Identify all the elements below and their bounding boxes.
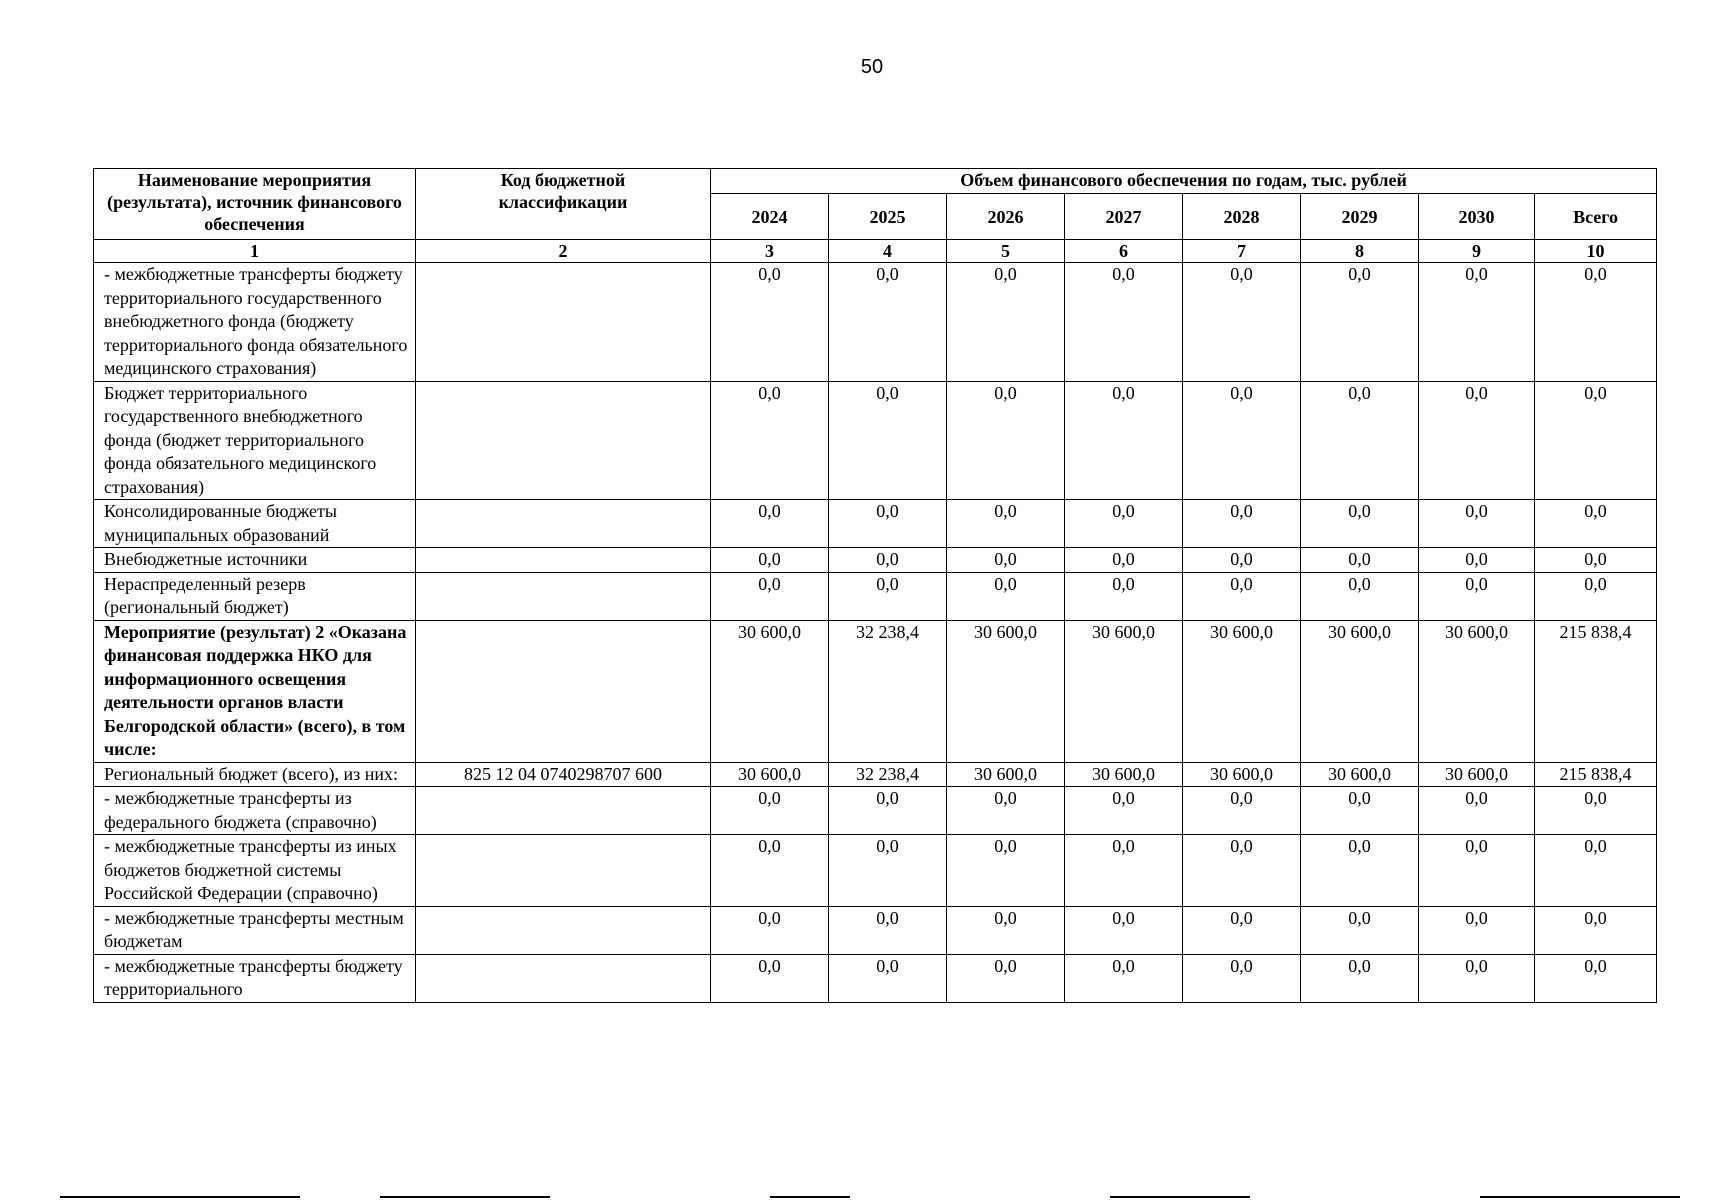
- row-value: 0,0: [1301, 381, 1419, 500]
- row-value: 0,0: [947, 381, 1065, 500]
- row-total: 0,0: [1535, 548, 1657, 573]
- financial-table: [93, 168, 1657, 1003]
- table-body: [94, 240, 1657, 1003]
- row-value: 0,0: [829, 787, 947, 835]
- column-number: 8: [1301, 240, 1419, 263]
- column-number: 7: [1183, 240, 1301, 263]
- header-year: 2025: [829, 194, 947, 240]
- table-row: [94, 500, 1657, 548]
- row-value: 0,0: [829, 572, 947, 620]
- table-row: [94, 954, 1657, 1002]
- row-value: 30 600,0: [711, 620, 829, 762]
- row-code: [416, 572, 711, 620]
- column-number-row: [94, 240, 1657, 263]
- row-code: 825 12 04 0740298707 600: [416, 762, 711, 787]
- row-name: - межбюджетные трансферты из федерального бюджета (справочно): [94, 787, 416, 835]
- column-number: 6: [1065, 240, 1183, 263]
- row-value: 0,0: [947, 500, 1065, 548]
- table-row: [94, 762, 1657, 787]
- row-value: 30 600,0: [947, 762, 1065, 787]
- row-value: 0,0: [1065, 787, 1183, 835]
- row-total: 0,0: [1535, 500, 1657, 548]
- row-value: 0,0: [1065, 835, 1183, 907]
- row-value: 0,0: [1301, 548, 1419, 573]
- row-total: 215 838,4: [1535, 762, 1657, 787]
- row-name: Внебюджетные источники: [94, 548, 416, 573]
- row-value: 0,0: [1301, 500, 1419, 548]
- row-code: [416, 835, 711, 907]
- bottom-rule: [770, 1196, 850, 1198]
- header-year: 2026: [947, 194, 1065, 240]
- row-value: 0,0: [829, 954, 947, 1002]
- row-value: 0,0: [711, 381, 829, 500]
- row-code: [416, 954, 711, 1002]
- row-value: 0,0: [711, 835, 829, 907]
- row-code: [416, 500, 711, 548]
- row-value: 0,0: [947, 548, 1065, 573]
- column-number: 5: [947, 240, 1065, 263]
- row-name: Нераспределенный резерв (региональный бюджет): [94, 572, 416, 620]
- row-value: 0,0: [1183, 835, 1301, 907]
- row-value: 30 600,0: [1065, 762, 1183, 787]
- row-value: 0,0: [1301, 787, 1419, 835]
- column-number: 2: [416, 240, 711, 263]
- row-value: 0,0: [1419, 572, 1535, 620]
- column-number: 10: [1535, 240, 1657, 263]
- row-value: 30 600,0: [711, 762, 829, 787]
- row-value: 0,0: [1183, 787, 1301, 835]
- bottom-rule: [1480, 1196, 1680, 1198]
- row-value: 0,0: [1419, 263, 1535, 382]
- row-value: 0,0: [1301, 835, 1419, 907]
- row-value: 30 600,0: [1301, 762, 1419, 787]
- row-value: 0,0: [711, 787, 829, 835]
- table-row: [94, 906, 1657, 954]
- header-year: 2030: [1419, 194, 1535, 240]
- row-value: 0,0: [711, 548, 829, 573]
- row-value: 0,0: [947, 835, 1065, 907]
- row-value: 30 600,0: [947, 620, 1065, 762]
- table-row: [94, 620, 1657, 762]
- row-code: [416, 263, 711, 382]
- row-value: 0,0: [829, 835, 947, 907]
- row-name: Региональный бюджет (всего), из них:: [94, 762, 416, 787]
- row-total: 0,0: [1535, 787, 1657, 835]
- row-total: 0,0: [1535, 381, 1657, 500]
- row-value: 0,0: [947, 572, 1065, 620]
- table-row: [94, 835, 1657, 907]
- row-total: 0,0: [1535, 835, 1657, 907]
- row-value: 0,0: [1065, 381, 1183, 500]
- row-value: 0,0: [711, 572, 829, 620]
- row-value: 32 238,4: [829, 620, 947, 762]
- row-value: 0,0: [1183, 572, 1301, 620]
- row-value: 0,0: [947, 787, 1065, 835]
- row-total: 0,0: [1535, 954, 1657, 1002]
- row-name: - межбюджетные трансферты бюджету территориального государственного внебюджетного фонда (бюджету территориального фонда обязательного медицинского страхования): [94, 263, 416, 382]
- row-value: 0,0: [1419, 381, 1535, 500]
- row-code: [416, 381, 711, 500]
- row-value: 0,0: [1183, 381, 1301, 500]
- column-number: 3: [711, 240, 829, 263]
- row-value: 0,0: [1065, 263, 1183, 382]
- row-name: - межбюджетные трансферты бюджету территориального: [94, 954, 416, 1002]
- row-value: 30 600,0: [1301, 620, 1419, 762]
- row-value: 0,0: [1301, 906, 1419, 954]
- header-name: Наименование мероприятия (результата), источник финансового обеспечения: [94, 169, 416, 240]
- header-year: 2027: [1065, 194, 1183, 240]
- table-row: [94, 548, 1657, 573]
- row-value: 0,0: [1183, 548, 1301, 573]
- bottom-rule: [60, 1196, 300, 1198]
- row-total: 0,0: [1535, 572, 1657, 620]
- header-volume: Объем финансового обеспечения по годам, тыс. рублей: [711, 169, 1657, 194]
- row-value: 30 600,0: [1419, 620, 1535, 762]
- header-code: Код бюджетной классификации: [416, 169, 711, 240]
- row-name: - межбюджетные трансферты из иных бюджетов бюджетной системы Российской Федерации (справочно): [94, 835, 416, 907]
- row-value: 0,0: [711, 906, 829, 954]
- bottom-rule: [1110, 1196, 1250, 1198]
- row-total: 0,0: [1535, 263, 1657, 382]
- row-value: 30 600,0: [1183, 620, 1301, 762]
- row-total: 215 838,4: [1535, 620, 1657, 762]
- row-code: [416, 787, 711, 835]
- page-number: 50: [860, 56, 884, 78]
- row-value: 0,0: [829, 263, 947, 382]
- header-year: 2029: [1301, 194, 1419, 240]
- row-name: Бюджет территориального государственного внебюджетного фонда (бюджет территориального фонда обязательного медицинского страхования): [94, 381, 416, 500]
- row-value: 0,0: [711, 500, 829, 548]
- row-value: 32 238,4: [829, 762, 947, 787]
- row-value: 0,0: [1419, 548, 1535, 573]
- column-number: 9: [1419, 240, 1535, 263]
- row-name: Мероприятие (результат) 2 «Оказана финансовая поддержка НКО для информационного освещения деятельности органов власти Белгородской области» (всего), в том числе:: [94, 620, 416, 762]
- row-value: 0,0: [829, 906, 947, 954]
- header-year: 2024: [711, 194, 829, 240]
- row-code: [416, 548, 711, 573]
- row-name: - межбюджетные трансферты местным бюджетам: [94, 906, 416, 954]
- row-value: 0,0: [1183, 263, 1301, 382]
- row-value: 30 600,0: [1419, 762, 1535, 787]
- table-row: [94, 572, 1657, 620]
- header-total: Всего: [1535, 194, 1657, 240]
- table-row: [94, 381, 1657, 500]
- row-value: 0,0: [711, 263, 829, 382]
- row-value: 0,0: [1301, 572, 1419, 620]
- row-value: 0,0: [711, 954, 829, 1002]
- row-value: 0,0: [829, 381, 947, 500]
- row-value: 0,0: [1301, 954, 1419, 1002]
- row-value: 0,0: [829, 500, 947, 548]
- row-value: 0,0: [947, 263, 1065, 382]
- row-value: 0,0: [947, 954, 1065, 1002]
- row-value: 0,0: [1419, 500, 1535, 548]
- column-number: 1: [94, 240, 416, 263]
- row-value: 0,0: [1065, 572, 1183, 620]
- row-value: 0,0: [947, 906, 1065, 954]
- row-value: 30 600,0: [1183, 762, 1301, 787]
- row-code: [416, 620, 711, 762]
- row-value: 0,0: [1419, 906, 1535, 954]
- row-value: 0,0: [1183, 954, 1301, 1002]
- row-value: 0,0: [1065, 954, 1183, 1002]
- table-row: [94, 787, 1657, 835]
- row-code: [416, 906, 711, 954]
- column-number: 4: [829, 240, 947, 263]
- row-total: 0,0: [1535, 906, 1657, 954]
- row-value: 0,0: [1065, 548, 1183, 573]
- row-value: 0,0: [1419, 835, 1535, 907]
- row-value: 0,0: [1065, 500, 1183, 548]
- row-value: 0,0: [1419, 787, 1535, 835]
- row-value: 0,0: [829, 548, 947, 573]
- row-value: 0,0: [1301, 263, 1419, 382]
- bottom-rule: [380, 1196, 550, 1198]
- row-value: 0,0: [1183, 906, 1301, 954]
- row-value: 0,0: [1065, 906, 1183, 954]
- row-name: Консолидированные бюджеты муниципальных образований: [94, 500, 416, 548]
- row-value: 30 600,0: [1065, 620, 1183, 762]
- header-year: 2028: [1183, 194, 1301, 240]
- table-row: [94, 263, 1657, 382]
- row-value: 0,0: [1183, 500, 1301, 548]
- row-value: 0,0: [1419, 954, 1535, 1002]
